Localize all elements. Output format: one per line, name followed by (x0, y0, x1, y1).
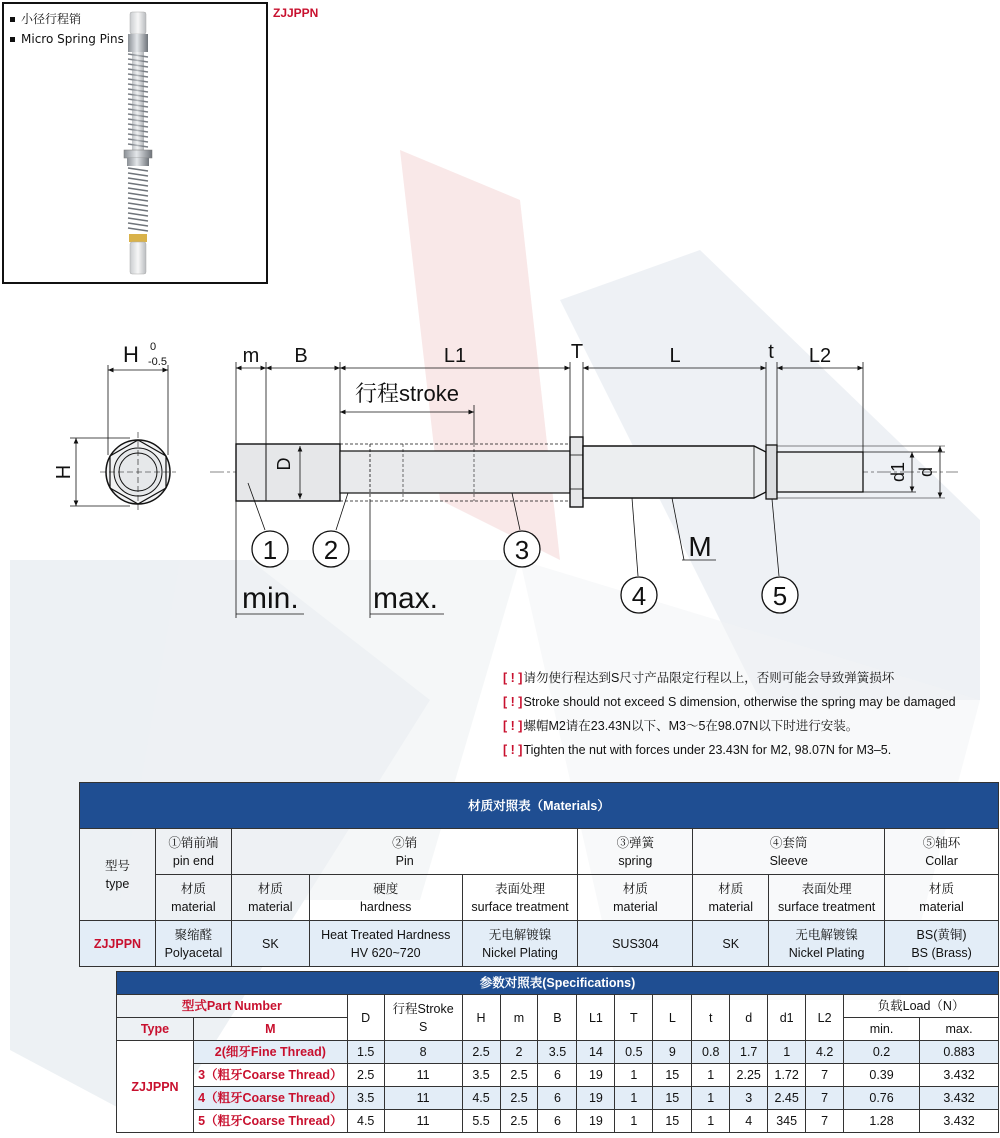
callout-5: 5 (772, 581, 788, 611)
spec-cell: 15 (653, 1110, 692, 1133)
spec-cell: 4.5 (462, 1087, 500, 1110)
spec-cell: 6 (538, 1110, 577, 1133)
technical-drawing (0, 300, 1000, 640)
spec-cell: 1 (692, 1087, 730, 1110)
dim-H-tol-upper: 0 (150, 341, 157, 353)
dim-m: m (242, 345, 260, 367)
spec-cell: 1 (692, 1110, 730, 1133)
note-text: Stroke should not exceed S dimension, otherwise the spring may be damaged (523, 695, 956, 709)
subheader-cell: 材质 material (155, 875, 231, 921)
material-cell: SK (693, 921, 769, 967)
note-text: 请勿使行程达到S尺寸产品限定行程以上，否则可能会导致弹簧损坏 (523, 671, 895, 685)
dim-B: B (294, 345, 308, 367)
spec-cell: 2.45 (768, 1087, 806, 1110)
subheader-cell: 表面处理 surface treatment (769, 875, 885, 921)
type-cell: ZJJPPN (117, 1041, 194, 1133)
table-row (117, 1087, 999, 1110)
spec-cell: 1.28 (844, 1110, 920, 1133)
spec-cell: 1.5 (347, 1041, 384, 1064)
subheader-cell: 材质 material (231, 875, 309, 921)
col-m: m (500, 995, 538, 1041)
col-d1: d1 (768, 995, 806, 1041)
group-pin: ②销 Pin (231, 829, 578, 875)
product-title-cn: 小径行程销 (21, 12, 82, 26)
spec-cell: 7 (806, 1087, 844, 1110)
spec-cell: 1.7 (730, 1041, 768, 1064)
col-L1: L1 (577, 995, 615, 1041)
spec-cell: 11 (384, 1087, 462, 1110)
subheader-cell: 材质 material (693, 875, 769, 921)
spec-cell: 19 (577, 1087, 615, 1110)
dim-M: M (688, 531, 712, 562)
type-header: Type (117, 1018, 194, 1041)
product-code: ZJJPPN (273, 6, 319, 20)
spec-cell: 5.5 (462, 1110, 500, 1133)
spec-cell: 4.2 (806, 1041, 844, 1064)
subheader-cell: 表面处理 surface treatment (462, 875, 578, 921)
spec-cell: 345 (768, 1110, 806, 1133)
callout-4: 4 (631, 581, 647, 611)
warning-icon: [ ! ] (503, 671, 523, 685)
warning-icon: [ ! ] (503, 695, 523, 709)
note-text: 螺帽M2请在23.43N以下、M3～5在98.07N以下时进行安装。 (523, 719, 859, 733)
col-load-min: min. (844, 1018, 920, 1041)
dim-H: H (53, 464, 75, 480)
spec-cell: 6 (538, 1064, 577, 1087)
dim-D: D (274, 457, 294, 471)
note-item (503, 690, 956, 714)
m-cell: 3（粗牙Coarse Thread） (193, 1064, 347, 1087)
col-B: B (538, 995, 577, 1041)
part-number-header: 型式Part Number (117, 995, 348, 1018)
dim-H-tol-lower: -0.5 (148, 356, 167, 368)
spec-cell: 0.2 (844, 1041, 920, 1064)
spec-cell: 19 (577, 1064, 615, 1087)
note-text: Tighten the nut with forces under 23.43N for M2, 98.07N for M3–5. (523, 743, 892, 757)
material-cell: Heat Treated Hardness HV 620~720 (309, 921, 462, 967)
table-row (117, 1110, 999, 1133)
product-title-cn-line (10, 10, 81, 27)
sleeve-body (583, 446, 766, 498)
callout-2: 2 (323, 535, 339, 565)
group-sleeve: ④套筒 Sleeve (693, 829, 885, 875)
group-collar: ⑤轴环 Collar (885, 829, 999, 875)
dim-T: T (570, 341, 584, 363)
spec-cell: 7 (806, 1110, 844, 1133)
spec-cell: 2 (500, 1041, 538, 1064)
product-image-box (2, 2, 268, 284)
spec-cell: 1.72 (768, 1064, 806, 1087)
spec-cell: 3.432 (920, 1110, 999, 1133)
spec-cell: 11 (384, 1110, 462, 1133)
spec-cell: 2.5 (500, 1110, 538, 1133)
spec-cell: 0.883 (920, 1041, 999, 1064)
m-header: M (193, 1018, 347, 1041)
material-cell: BS(黄铜) BS (Brass) (885, 921, 999, 967)
label-min: min. (242, 582, 299, 615)
warning-icon: [ ! ] (503, 743, 523, 757)
spec-cell: 11 (384, 1064, 462, 1087)
spec-cell: 3 (730, 1087, 768, 1110)
dim-stroke: 行程stroke (355, 381, 459, 406)
specifications-table (116, 971, 999, 1133)
m-cell: 4（粗牙Coarse Thread） (193, 1087, 347, 1110)
spec-cell: 0.76 (844, 1087, 920, 1110)
spec-cell: 1 (615, 1064, 653, 1087)
material-cell: 无电解镀镍 Nickel Plating (769, 921, 885, 967)
spec-cell: 8 (384, 1041, 462, 1064)
spec-cell: 6 (538, 1087, 577, 1110)
warning-icon: [ ! ] (503, 719, 523, 733)
spec-cell: 4 (730, 1110, 768, 1133)
table-row (117, 1064, 999, 1087)
collar (766, 445, 777, 499)
spec-cell: 1 (615, 1087, 653, 1110)
spec-cell: 7 (806, 1064, 844, 1087)
group-pin-end: ①销前端 pin end (155, 829, 231, 875)
table-row (80, 921, 999, 967)
col-load-max: max. (920, 1018, 999, 1041)
spec-cell: 3.432 (920, 1064, 999, 1087)
spring-pin-photo (104, 8, 174, 280)
subheader-cell: 硬度 hardness (309, 875, 462, 921)
material-cell: SK (231, 921, 309, 967)
material-cell: 无电解镀镍 Nickel Plating (462, 921, 578, 967)
col-L2: L2 (806, 995, 844, 1041)
spec-cell: 0.5 (615, 1041, 653, 1064)
col-H: H (462, 995, 500, 1041)
pin-shaft (340, 451, 570, 493)
dim-L: L (669, 345, 681, 367)
dim-H0: H (123, 342, 139, 367)
group-spring: ③弹簧 spring (578, 829, 693, 875)
note-item (503, 738, 956, 762)
col-L: L (653, 995, 692, 1041)
spec-cell: 3.5 (347, 1087, 384, 1110)
spec-cell: 1 (768, 1041, 806, 1064)
dim-L2: L2 (808, 345, 832, 367)
m-cell: 5（粗牙Coarse Thread） (193, 1110, 347, 1133)
callout-3: 3 (514, 535, 530, 565)
tail-pin (777, 452, 863, 492)
bullet-square-icon (10, 37, 15, 42)
spec-cell: 15 (653, 1087, 692, 1110)
spec-cell: 2.25 (730, 1064, 768, 1087)
spec-cell: 2.5 (500, 1064, 538, 1087)
material-cell: 聚缩醛 Polyacetal (155, 921, 231, 967)
m-cell: 2(细牙Fine Thread) (193, 1041, 347, 1064)
callout-1: 1 (262, 535, 278, 565)
spec-cell: 3.5 (462, 1064, 500, 1087)
note-item (503, 666, 956, 690)
col-load: 负载Load（N） (844, 995, 999, 1018)
col-D: D (347, 995, 384, 1041)
spec-cell: 0.39 (844, 1064, 920, 1087)
subheader-cell: 材质 material (578, 875, 693, 921)
spec-cell: 4.5 (347, 1110, 384, 1133)
material-cell: SUS304 (578, 921, 693, 967)
spec-cell: 1 (692, 1064, 730, 1087)
spec-cell: 19 (577, 1110, 615, 1133)
spec-cell: 1 (615, 1110, 653, 1133)
table-row (117, 1041, 999, 1064)
spec-cell: 14 (577, 1041, 615, 1064)
spec-cell: 2.5 (500, 1087, 538, 1110)
dim-L1: L1 (443, 345, 467, 367)
spec-cell: 3.5 (538, 1041, 577, 1064)
type-header: 型号 type (80, 829, 156, 921)
materials-table (79, 782, 999, 967)
product-title-en: Micro Spring Pins (21, 32, 124, 46)
spec-cell: 15 (653, 1064, 692, 1087)
col-d: d (730, 995, 768, 1041)
spec-cell: 9 (653, 1041, 692, 1064)
spec-cell: 0.8 (692, 1041, 730, 1064)
dim-t: t (768, 341, 774, 363)
sleeve-nut (570, 437, 583, 507)
dim-d: d (916, 466, 936, 478)
subheader-cell: 材质 material (885, 875, 999, 921)
spec-cell: 2.5 (462, 1041, 500, 1064)
type-cell: ZJJPPN (80, 921, 156, 967)
dim-d1: d1 (888, 461, 908, 483)
label-max: max. (373, 582, 439, 615)
bullet-square-icon (10, 17, 15, 22)
col-t: t (692, 995, 730, 1041)
col-T: T (615, 995, 653, 1041)
spec-cell: 2.5 (347, 1064, 384, 1087)
spec-cell: 3.432 (920, 1087, 999, 1110)
materials-caption: 材质对照表（Materials） (80, 783, 999, 829)
notes-list (503, 666, 956, 762)
note-item (503, 714, 956, 738)
specs-caption: 参数对照表(Specifications) (117, 972, 999, 995)
col-stroke: 行程Stroke S (384, 995, 462, 1041)
